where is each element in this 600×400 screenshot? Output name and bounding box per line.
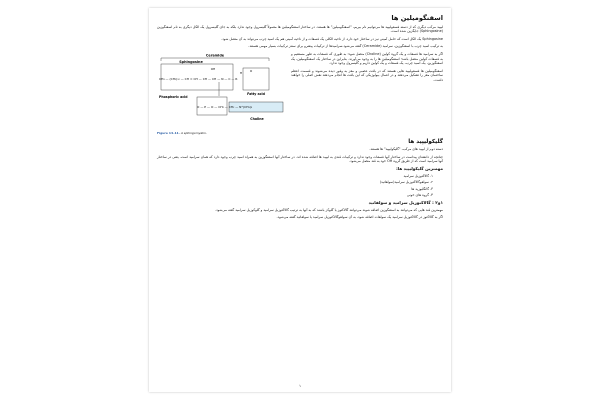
fatty-acid-label: Fatty acid — [247, 91, 265, 96]
section-title-sphingomyelins: اسفنگومیلین ها — [391, 14, 443, 22]
paragraph-sphingosine: Sphingosine یک الکل است که حامل آمینی نیز در ساختار خود دارد. از ناحیه الکلی یک فسفات و از ناحیه آمینی هم یک اسید چرب می‌تواند به آن متصل شود. — [221, 36, 443, 41]
paragraph-galactose-glucose: مهمترین قند هایی که می‌توانند به اسفنگوزین اضافه شوند می‌توانند گالاکتوز یا گلوکز باشند که به آنها به ترتیب گالاکتوزیل سرامید و گلوکوزیل سرامید گفته می‌شود. — [215, 207, 443, 212]
list-item: ۱. گالاکتوزیل سرامید — [403, 173, 433, 178]
hydroxyl-group: OH — [210, 66, 216, 71]
fatty-acid-box — [243, 68, 269, 90]
paragraph-intro: لیپید مرکب دیگری که از دسته فسفولیپید ها می‌توانیم نام ببریم، "اسفنگومیلین" ها هستند. در ساختار اسفنگومیلین ها معمولاً گلیسرول وجود ندارد بلکه به جای گلیسرول یک الکل دیگری به نام اسفنگوزین (Sphingosine) جایگزین شده است. — [157, 24, 443, 34]
sphingosine-label: Sphingosine — [179, 59, 203, 64]
choline-label: Choline — [250, 116, 264, 121]
figure-caption — [157, 132, 287, 136]
list-item: ۴. گروه های خونی — [406, 193, 433, 198]
figure-row — [157, 52, 443, 136]
figure-side-text — [291, 52, 443, 136]
sphingomyelin-structure — [157, 52, 287, 130]
list-item: ۲. سولفوگالاکتوزیل سرامید(سولفاتید) — [379, 180, 433, 185]
paragraph-choline: اگر به سرامید ها فسفات و یک گروه کولین (Choline) متصل شود؛ به طوری که فسفات به طور مستقیم و به فسفات کولین متصل باشد؛ اسفنگومیلین ها را به وجود می‌آورند. بنابراین در ساختار یک اسفنگومیلین، یک اسفنگوزین، یک اسید چرب، یک فسفات و یک کولین داریم و گلیسرول وجود ندارد. — [291, 51, 443, 66]
paragraph-sulfatide: اگر به گالاکتوز در گالاکتوزیل سرامید یک سولفات اضافه شود، به آن سولفوگالاکتوزیل سرامید یا سولفاتید گفته می‌شود. — [276, 215, 443, 220]
figure-caption-text: A sphingomyelin. — [180, 130, 207, 135]
main-chain: CH₃ — (CH₂)₁₂ — CH = CH — CH — CH — N — C — R — [159, 76, 238, 81]
paragraph-glycolipid-intro: دسته دوم از لیپید های مرکب، "گلیکولیپید" ها هستند. — [369, 147, 443, 152]
paragraph-glycolipid-structure: چنانچه از دانشتان پیداست در ساختار آنها فسفات وجود ندارد و ترکیبات قندی به لیپید ها اضافه شده اند. در ساختار آنها اسفنگوزین به همراه اسید چرب وجود دارد که همان سرامید است. یعنی در ساختار آنها سرامید است که از طریق گروه OH خود به قند متصل می‌شود. — [157, 154, 443, 164]
glycolipid-list — [157, 174, 433, 198]
ceramide-label: Ceramide — [205, 53, 225, 58]
list-item: ۳. گانگلیوزید ها — [411, 186, 433, 191]
paragraph-ceramide: به ترکیب اسید چرب با اسفنگوزین، سرامید (Ceramide) گفته می‌شود.سرامیدها از ترکیبات پیشرو برای سنتز ترکیبات بسیار مهمی هستند. — [248, 44, 443, 49]
amide-hydrogen: H — [239, 70, 243, 75]
sphingomyelin-figure — [157, 52, 287, 136]
section-title-glycolipids: گلیکولیپید ها — [408, 138, 443, 145]
figure-caption-number: Figure 14–11. — [157, 130, 180, 135]
paragraph-nervous-tissue: اسفنگومیلین ها فسفولیپید هایی هستند که در بافت عصبی و مغز به وفور دیده می‌شوند و قسمت اعظم ساختمان مغز را تشکیل می‌دهند و در اعمال بیولوژیکی که این بافت ها انجام می‌دهند نقش اصلی را خواهند داشت. — [291, 68, 443, 82]
phosphoric-acid-label: Phosphoric acid — [159, 94, 188, 99]
subheading-important-glycolipids: مهمترین گلیکولیپید ها: — [396, 165, 443, 171]
page-number: ۱ — [299, 384, 301, 389]
carbonyl-oxygen: O — [249, 68, 253, 73]
document-page — [149, 8, 451, 392]
phosphate-chain: O — P — O — CH₂ — CH₂ — N⁺(CH₃)₃ — [197, 104, 253, 109]
page-content — [157, 12, 443, 223]
subheading-galactosylceramide: ۱و۲ : گالاکتوزیل سرامید و سولفاتید — [368, 199, 443, 205]
